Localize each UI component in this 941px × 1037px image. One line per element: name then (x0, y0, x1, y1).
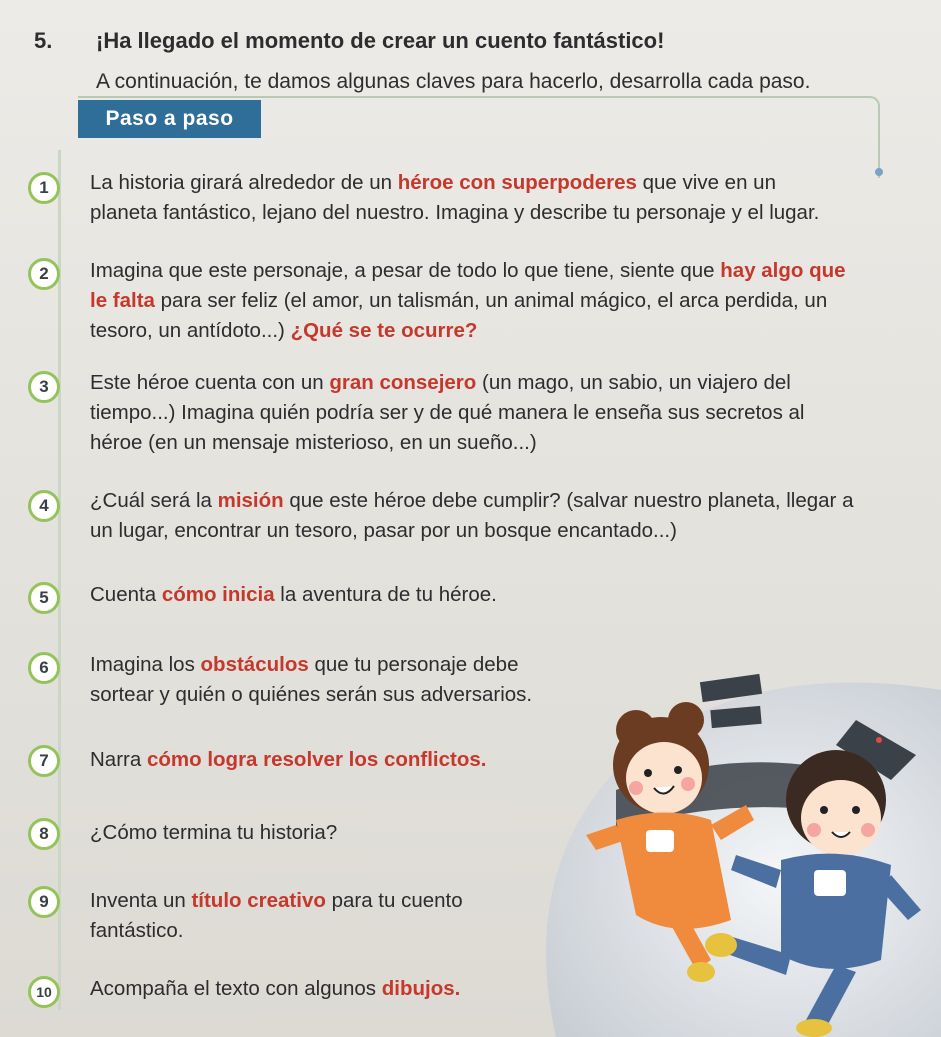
step-text: Narra (90, 748, 147, 771)
step-text: tesoro, un antídoto...) (90, 319, 291, 342)
step-2-line-2 (90, 286, 890, 316)
step-text: la aventura de tu héroe. (274, 583, 497, 606)
step-5-number-badge: 5 (28, 582, 60, 614)
step-highlight: cómo logra resolver los conflictos. (146, 748, 487, 771)
step-highlight: dibujos. (381, 977, 461, 1000)
step-5-line-1 (90, 580, 890, 610)
step-2-line-3 (90, 316, 890, 346)
step-text: (un mago, un sabio, un viajero del (476, 371, 791, 394)
step-9-number-badge: 9 (28, 886, 60, 918)
step-highlight: título creativo (191, 889, 326, 912)
step-3-number-badge: 3 (28, 371, 60, 403)
step-3-line-1 (90, 368, 890, 398)
step-1-number-badge: 1 (28, 172, 60, 204)
step-text: Cuenta (90, 583, 162, 606)
step-text: que este héroe debe cumplir? (salvar nuestro planeta, llegar a (283, 489, 854, 512)
exercise-header (34, 28, 664, 54)
step-text: Acompaña el texto con algunos (90, 977, 382, 1000)
step-4 (90, 486, 890, 546)
step-highlight: gran consejero (329, 371, 477, 394)
step-text: Imagina los (90, 653, 201, 676)
step-4-number-badge: 4 (28, 490, 60, 522)
step-text: Este héroe cuenta con un (90, 371, 330, 394)
step-6-line-2: sortear y quién o quiénes serán sus adversarios. (90, 683, 533, 706)
step-highlight: misión (217, 489, 284, 512)
step-text: ¿Cuál será la (90, 489, 218, 512)
step-highlight: héroe con superpoderes (397, 171, 637, 194)
exercise-number: 5. (34, 28, 53, 53)
step-text: que tu personaje debe (308, 653, 519, 676)
step-text: Inventa un (90, 889, 192, 912)
exercise-title: ¡Ha llegado el momento de crear un cuento fantástico! (96, 28, 665, 53)
step-text: que vive en un (636, 171, 776, 194)
cabin-light-icon (876, 737, 882, 743)
step-6-number-badge: 6 (28, 652, 60, 684)
step-4-line-2: un lugar, encontrar un tesoro, pasar por un bosque encantado...) (90, 519, 677, 542)
step-highlight: hay algo que (720, 259, 846, 282)
step-9-line-2: fantástico. (90, 919, 184, 942)
step-8-number-badge: 8 (28, 818, 60, 850)
section-label: Paso a paso (78, 100, 261, 138)
step-4-line-1 (90, 486, 890, 516)
step-text: para ser feliz (el amor, un talismán, un animal mágico, el arca perdida, un (154, 289, 828, 312)
step-1-line-2: planeta fantástico, lejano del nuestro. Imagina y describe tu personaje y el lugar. (90, 201, 820, 224)
step-1 (90, 168, 890, 228)
step-highlight: obstáculos (200, 653, 309, 676)
step-3 (90, 368, 890, 458)
step-2-line-1 (90, 256, 890, 286)
step-text: Imagina que este personaje, a pesar de todo lo que tiene, siente que (90, 259, 721, 282)
step-text: para tu cuento (325, 889, 463, 912)
step-2-number-badge: 2 (28, 258, 60, 290)
step-highlight: le falta (90, 289, 155, 312)
step-highlight: cómo inicia (161, 583, 275, 606)
step-3-line-3: héroe (en un mensaje misterioso, en un sueño...) (90, 431, 537, 454)
step-8-line-1: ¿Cómo termina tu historia? (90, 821, 338, 844)
step-5 (90, 580, 890, 610)
astronauts-illustration (496, 660, 941, 1037)
step-text: La historia girará alrededor de un (90, 171, 398, 194)
step-2 (90, 256, 890, 346)
step-highlight: ¿Qué se te ocurre? (290, 319, 478, 342)
step-7-number-badge: 7 (28, 745, 60, 777)
step-10-number-badge: 10 (28, 976, 60, 1008)
step-3-line-2: tiempo...) Imagina quién podría ser y de qué manera le enseña sus secretos al (90, 401, 805, 424)
exercise-intro: A continuación, te damos algunas claves para hacerlo, desarrolla cada paso. (96, 70, 811, 93)
step-1-line-1 (90, 168, 890, 198)
